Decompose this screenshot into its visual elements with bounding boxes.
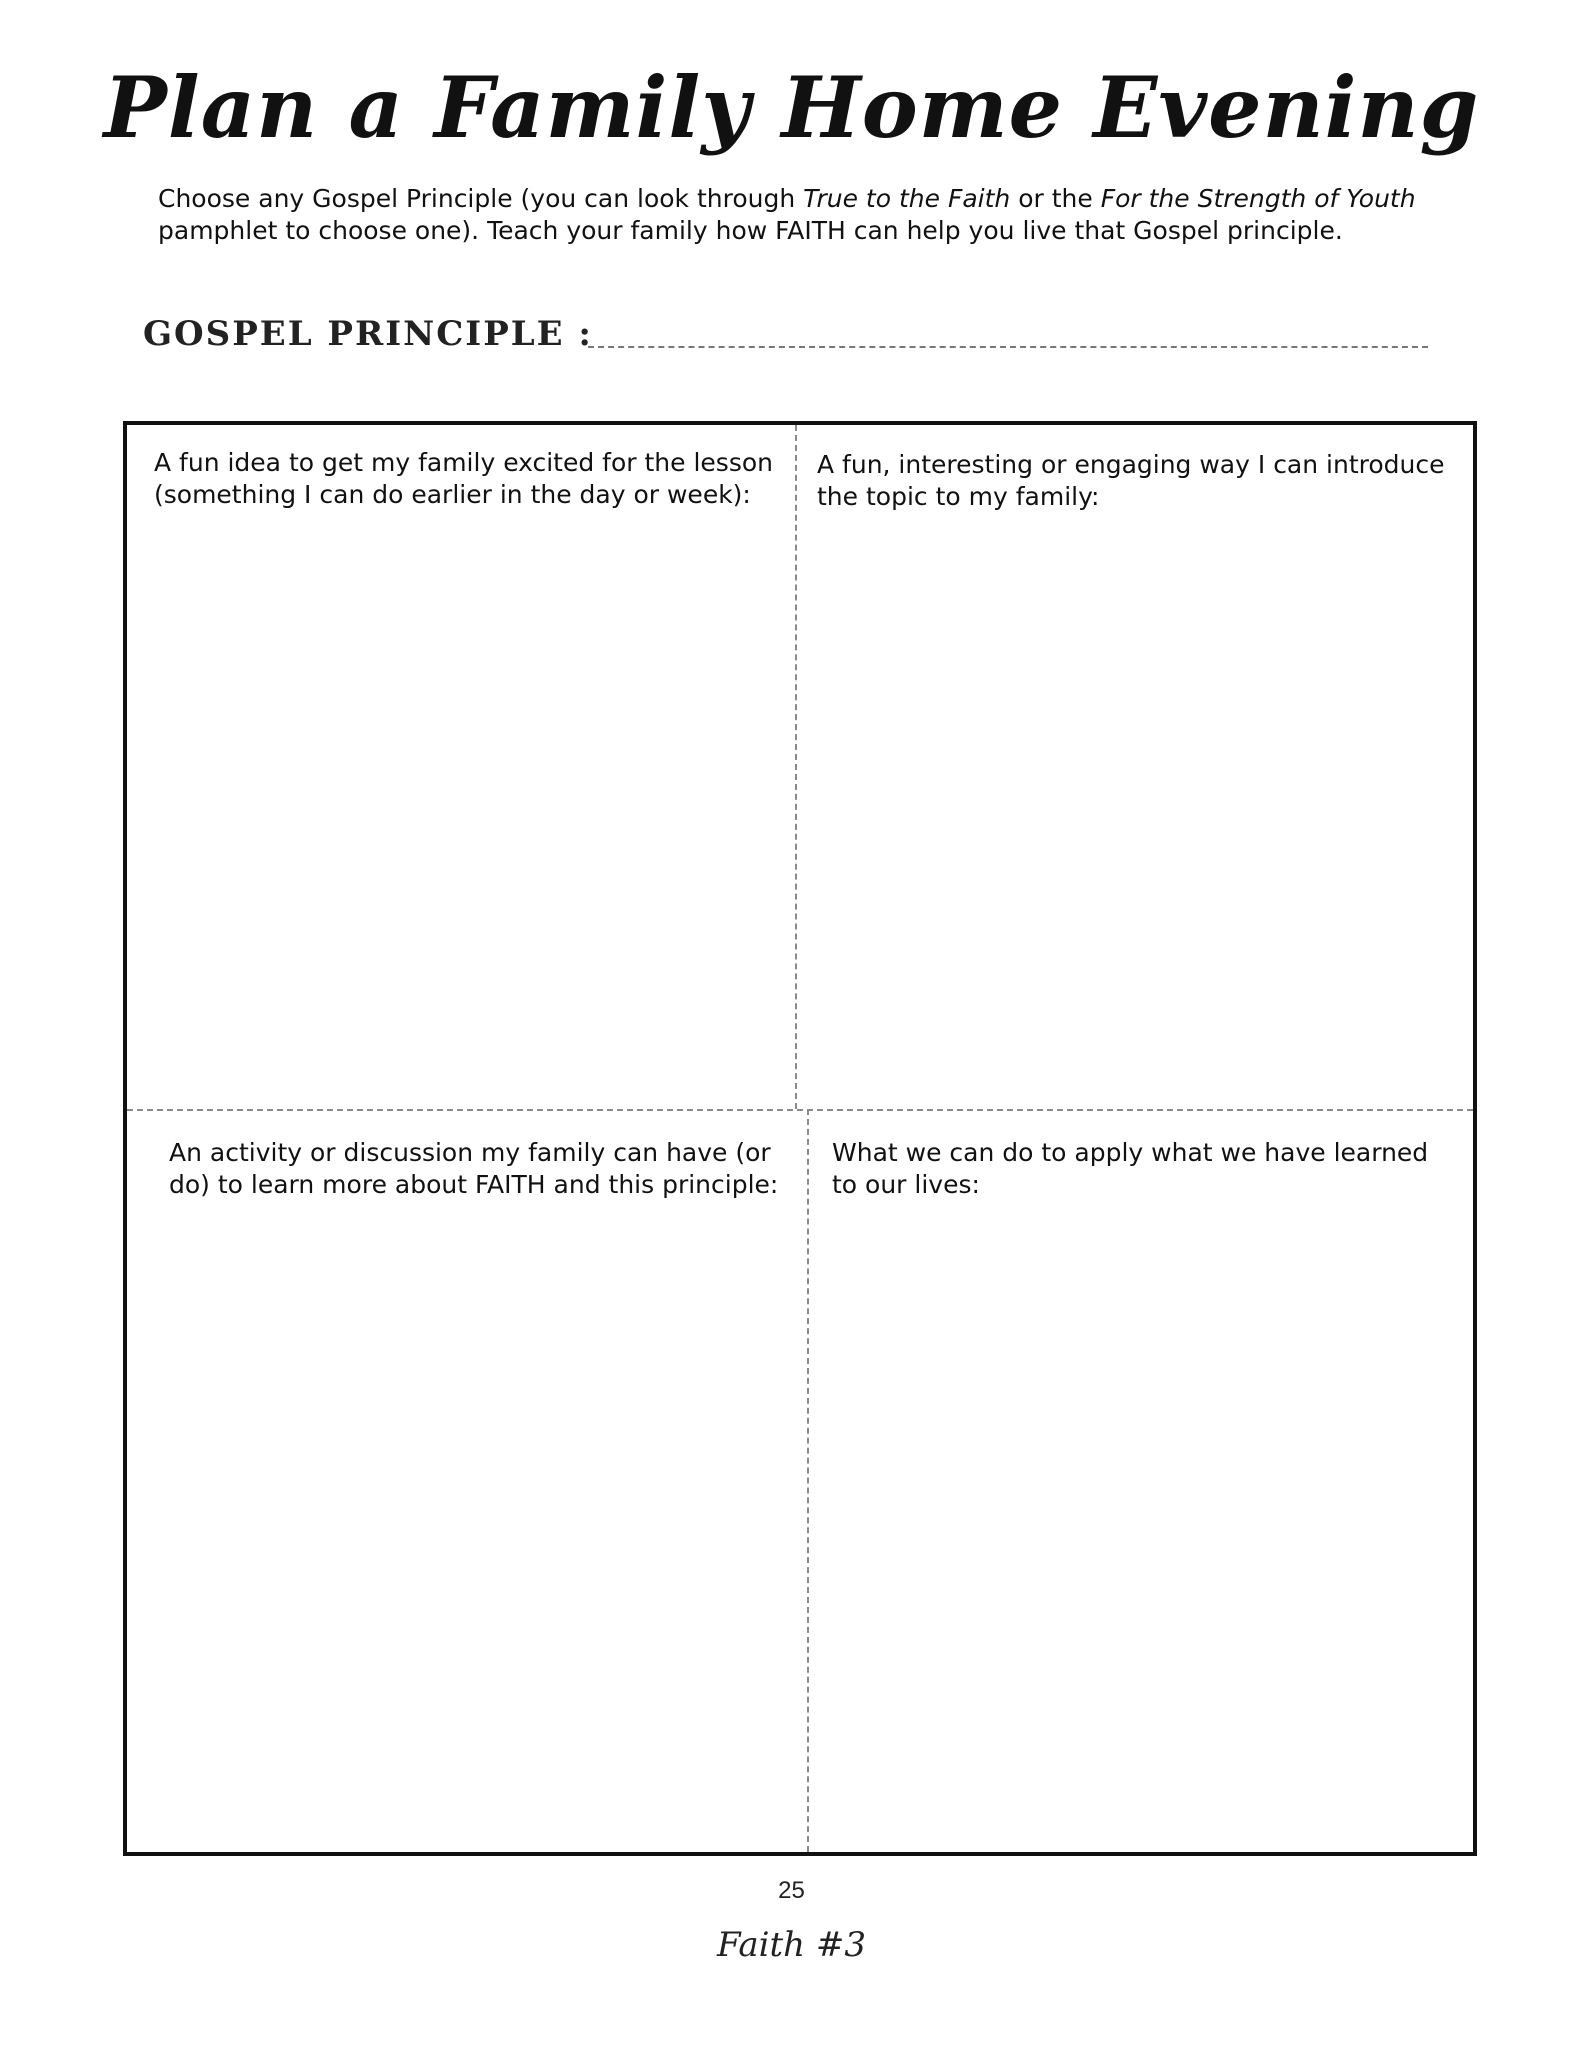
instructions-part-1: Choose any Gospel Principle (you can look through: [158, 184, 804, 213]
gospel-principle-row: [143, 312, 1433, 372]
horizontal-divider: [127, 1109, 1473, 1111]
gospel-principle-fill-line[interactable]: [588, 346, 1428, 348]
book-title-for-the-strength-of-youth: For the Strength of Youth: [1100, 184, 1416, 213]
vertical-divider-top: [795, 425, 797, 1109]
planning-grid: [123, 421, 1477, 1856]
vertical-divider-bottom: [807, 1109, 809, 1852]
cell-prompt-activity-discussion: An activity or discussion my family can have (or do) to learn more about FAITH and this principle:: [169, 1138, 779, 1199]
instructions-part-3: pamphlet to choose one). Teach your family how FAITH can help you live that Gospel principle.: [158, 216, 1343, 245]
cell-prompt-introduce-topic: A fun, interesting or engaging way I can introduce the topic to my family:: [817, 450, 1445, 511]
cell-prompt-fun-idea: A fun idea to get my family excited for the lesson (something I can do earlier in the day or week):: [154, 448, 773, 509]
page-number: 25: [778, 1877, 805, 1904]
cell-prompt-apply-learning: What we can do to apply what we have learned to our lives:: [832, 1138, 1429, 1199]
page-title: Plan a Family Home Evening: [103, 58, 1480, 157]
book-title-true-to-the-faith: True to the Faith: [803, 184, 1011, 213]
instructions-text: [158, 183, 1458, 247]
footer-label: Faith #3: [717, 1925, 866, 1965]
gospel-principle-label: GOSPEL PRINCIPLE :: [143, 314, 593, 354]
instructions-part-2: or the: [1010, 184, 1101, 213]
